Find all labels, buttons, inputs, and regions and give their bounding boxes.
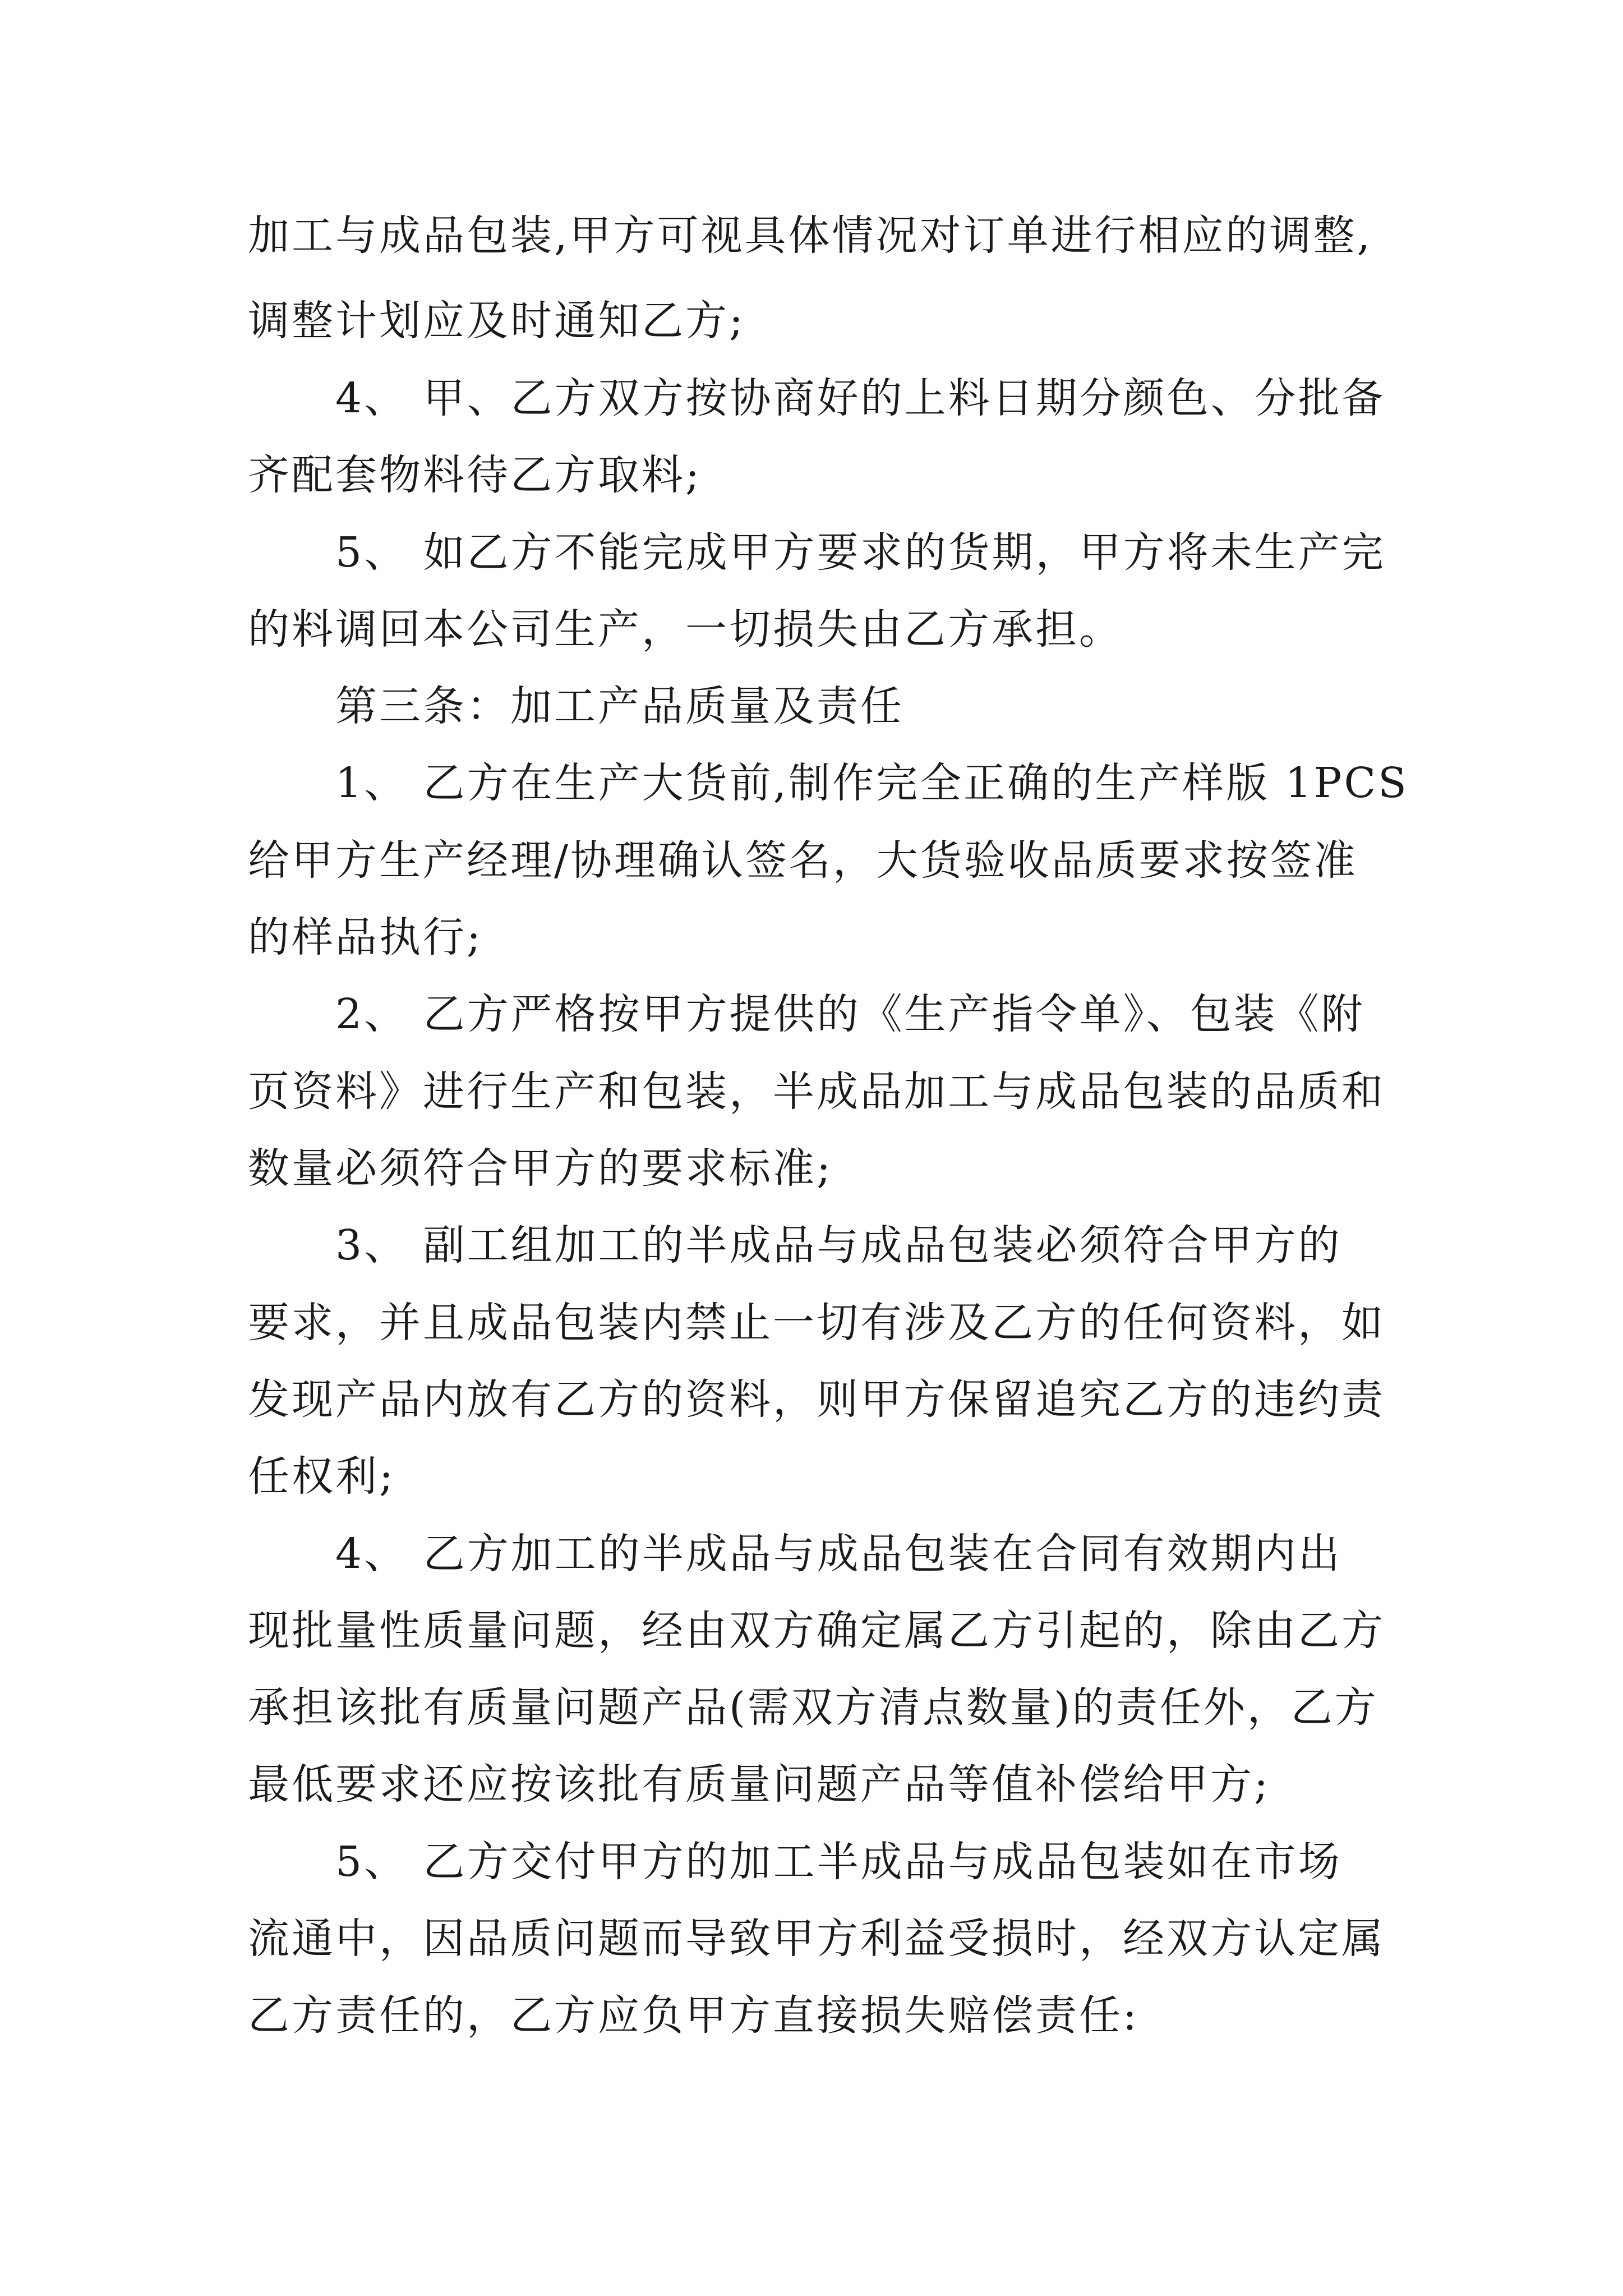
text-line: 3、 副工组加工的半成品与成品包装必须符合甲方的 — [335, 1221, 1342, 1269]
text-line: 乙方责任的，乙方应负甲方直接损失赔偿责任: — [248, 1991, 1139, 2040]
text-line: 承担该批有质量问题产品(需双方清点数量)的责任外，乙方 — [248, 1683, 1378, 1732]
text-line: 1、 乙方在生产大货前,制作完全正确的生产样版 1PCS — [335, 759, 1409, 807]
text-line: 数量必须符合甲方的要求标准; — [248, 1144, 833, 1193]
text-line: 5、 如乙方不能完成甲方要求的货期，甲方将未生产完 — [335, 528, 1386, 577]
text-line: 发现产品内放有乙方的资料，则甲方保留追究乙方的违约责 — [248, 1375, 1385, 1424]
text-line: 页资料》进行生产和包装，半成品加工与成品包装的品质和 — [248, 1068, 1385, 1116]
text-line: 4、 乙方加工的半成品与成品包装在合同有效期内出 — [335, 1530, 1342, 1578]
text-line: 调整计划应及时通知乙方; — [248, 297, 745, 345]
text-line: 给甲方生产经理/协理确认签名，大货验收品质要求按签准 — [248, 836, 1358, 885]
text-line: 2、 乙方严格按甲方提供的《生产指令单》、包装《附 — [335, 990, 1365, 1038]
text-line: 流通中，因品质问题而导致甲方利益受损时，经双方认定属 — [248, 1915, 1385, 1963]
text-line: 的样品执行; — [248, 913, 483, 961]
text-line: 最低要求还应按该批有质量问题产品等值补偿给甲方; — [248, 1760, 1270, 1809]
text-line: 任权利; — [248, 1452, 395, 1501]
text-line: 4、 甲、乙方双方按协商好的上料日期分颜色、分批备 — [335, 374, 1386, 422]
text-line: 要求，并且成品包装内禁止一切有涉及乙方的任何资料，如 — [248, 1299, 1385, 1347]
text-line: 5、 乙方交付甲方的加工半成品与成品包装如在市场 — [335, 1838, 1342, 1886]
text-line: 齐配套物料待乙方取料; — [248, 451, 702, 499]
text-line: 的料调回本公司生产，一切损失由乙方承担。 — [248, 605, 1123, 654]
text-line: 加工与成品包装,甲方可视具体情况对订单进行相应的调整, — [248, 211, 1373, 260]
text-line: 现批量性质量问题，经由双方确定属乙方引起的，除由乙方 — [248, 1607, 1385, 1655]
section-heading: 第三条：加工产品质量及责任 — [335, 682, 904, 730]
